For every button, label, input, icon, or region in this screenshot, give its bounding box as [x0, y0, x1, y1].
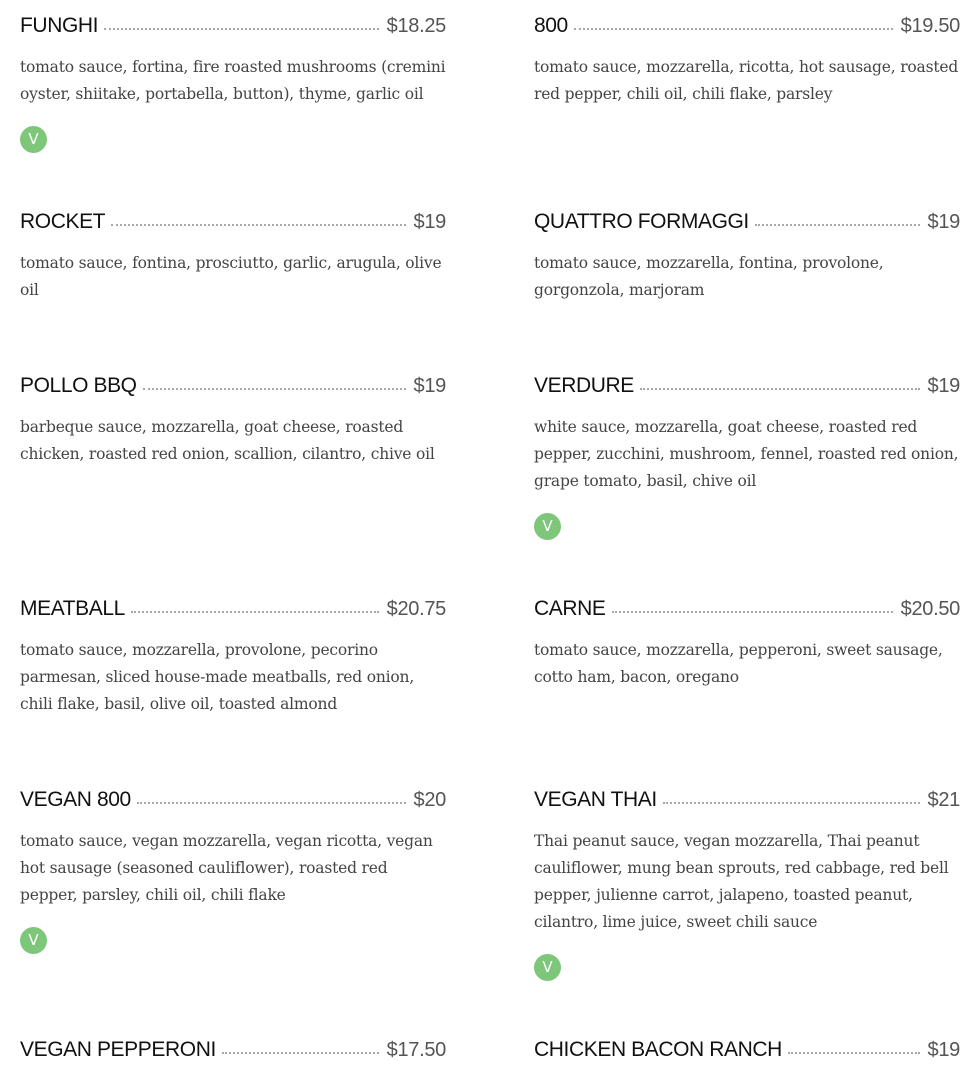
- item-header: [20, 788, 446, 818]
- item-name: VEGAN PEPPERONI: [20, 1038, 216, 1061]
- item-description: tomato sauce, fontina, prosciutto, garlic, arugula, olive oil: [20, 254, 442, 299]
- dot-leader: [104, 28, 379, 30]
- item-header: [20, 1038, 446, 1068]
- item-name: POLLO BBQ: [20, 374, 137, 397]
- dot-leader: [640, 388, 920, 390]
- item-price: $19.50: [900, 15, 960, 37]
- item-header: [534, 597, 960, 627]
- dot-leader: [131, 611, 379, 613]
- item-price: $19: [413, 211, 446, 233]
- item-description: tomato sauce, mozzarella, ricotta, hot sausage, roasted red pepper, chili oil, chili flake, parsley: [534, 58, 959, 103]
- dot-leader: [788, 1052, 920, 1054]
- menu-item-vegan-pepperoni: [20, 1038, 446, 1068]
- item-header: [20, 14, 446, 44]
- item-description: tomato sauce, mozzarella, pepperoni, sweet sausage, cotto ham, bacon, oregano: [534, 641, 943, 686]
- item-header: [534, 1038, 960, 1068]
- item-price: $18.25: [386, 15, 446, 37]
- menu-item-vegan-800: [20, 788, 446, 954]
- menu-item-verdure: [534, 374, 960, 540]
- item-description: tomato sauce, mozzarella, provolone, pecorino parmesan, sliced house-made meatballs, red onion, chili flake, basil, olive oil, toasted almond: [20, 641, 415, 713]
- menu-item-funghi: [20, 14, 446, 153]
- vegetarian-badge-icon: V: [534, 513, 561, 540]
- item-header: [534, 788, 960, 818]
- menu-item-rocket: [20, 210, 446, 304]
- item-price: $19: [927, 211, 960, 233]
- item-price: $21: [927, 789, 960, 811]
- item-description: tomato sauce, mozzarella, fontina, provolone, gorgonzola, marjoram: [534, 254, 884, 299]
- item-price: $20: [413, 789, 446, 811]
- dot-leader: [612, 611, 893, 613]
- item-header: [534, 14, 960, 44]
- menu-item-pollo-bbq: [20, 374, 446, 468]
- vegetarian-badge-icon: V: [534, 954, 561, 981]
- item-price: $20.75: [386, 598, 446, 620]
- dot-leader: [574, 28, 893, 30]
- item-header: [20, 597, 446, 627]
- menu-item-chicken-bacon-ranch: [534, 1038, 960, 1068]
- vegetarian-badge-icon: V: [20, 927, 47, 954]
- item-description: tomato sauce, vegan mozzarella, vegan ricotta, vegan hot sausage (seasoned cauliflower), roasted red pepper, parsley, chili oil, chili flake: [20, 832, 433, 904]
- item-price: $17.50: [386, 1039, 446, 1061]
- item-name: CARNE: [534, 597, 606, 620]
- item-name: VEGAN 800: [20, 788, 131, 811]
- item-description: white sauce, mozzarella, goat cheese, roasted red pepper, zucchini, mushroom, fennel, roasted red onion, grape tomato, basil, chive oil: [534, 418, 959, 490]
- dot-leader: [137, 802, 406, 804]
- menu-item-vegan-thai: [534, 788, 960, 981]
- item-name: CHICKEN BACON RANCH: [534, 1038, 782, 1061]
- item-name: MEATBALL: [20, 597, 125, 620]
- menu-item-quattro-formaggi: [534, 210, 960, 304]
- item-header: [534, 210, 960, 240]
- menu-item-carne: [534, 597, 960, 691]
- menu-item-meatball: [20, 597, 446, 718]
- item-name: FUNGHI: [20, 14, 99, 37]
- item-header: [20, 210, 446, 240]
- item-name: QUATTRO FORMAGGI: [534, 210, 749, 233]
- item-name: VERDURE: [534, 374, 634, 397]
- item-price: $19: [927, 375, 960, 397]
- item-name: ROCKET: [20, 210, 106, 233]
- vegetarian-badge-icon: V: [20, 126, 47, 153]
- dot-leader: [755, 224, 920, 226]
- item-description: barbeque sauce, mozzarella, goat cheese, roasted chicken, roasted red onion, scallion, cilantro, chive oil: [20, 418, 435, 463]
- item-header: [534, 374, 960, 404]
- item-header: [20, 374, 446, 404]
- item-description: tomato sauce, fortina, fire roasted mushrooms (cremini oyster, shiitake, portabella, button), thyme, garlic oil: [20, 58, 446, 103]
- item-price: $19: [413, 375, 446, 397]
- dot-leader: [143, 388, 406, 390]
- dot-leader: [111, 224, 405, 226]
- menu-item-800: [534, 14, 960, 108]
- item-description: Thai peanut sauce, vegan mozzarella, Thai peanut cauliflower, mung bean sprouts, red cabbage, red bell pepper, julienne carrot, jalapeno, toasted peanut, cilantro, lime juice, sweet chili sauce: [534, 832, 949, 931]
- dot-leader: [663, 802, 920, 804]
- item-price: $20.50: [900, 598, 960, 620]
- item-name: 800: [534, 14, 568, 37]
- item-price: $19: [927, 1039, 960, 1061]
- dot-leader: [222, 1052, 379, 1054]
- item-name: VEGAN THAI: [534, 788, 657, 811]
